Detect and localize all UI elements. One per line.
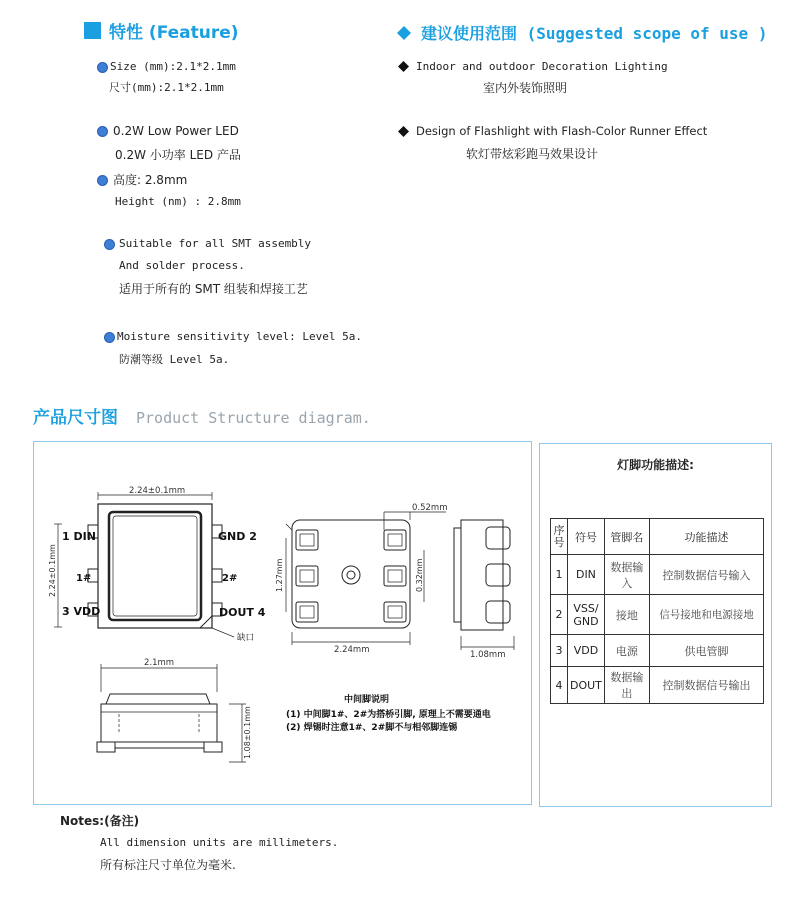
pin2-label: GND 2: [218, 530, 257, 543]
feature-square-icon: [84, 22, 101, 39]
diamond-icon: [398, 61, 409, 72]
dim-top-width: 2.24±0.1mm: [129, 486, 186, 496]
feature-item-en: 高度: 2.8mm: [113, 173, 188, 187]
feature-item-cn: 尺寸(mm):2.1*2.1mm: [109, 81, 224, 94]
drawing-panel: [33, 441, 532, 805]
notes-section: [60, 812, 338, 873]
feature-item-power: [97, 124, 241, 163]
scope-item-cn: 室内外装饰照明: [483, 81, 568, 95]
cell-description: 信号接地和电源接地: [649, 595, 763, 635]
dim-left-height: 2.24±0.1mm: [48, 544, 57, 597]
scope-item-lighting: [398, 60, 668, 96]
feature-item-en: Suitable for all SMT assembly: [119, 237, 312, 250]
structure-header: [33, 403, 371, 428]
diamond-icon: [397, 26, 411, 40]
feature-header: [84, 18, 239, 43]
cell-symbol: DOUT: [568, 667, 605, 704]
cell-symbol: VDD: [568, 635, 605, 667]
dim-032: 0.32mm: [415, 558, 424, 592]
notes-title: Notes:(备注): [60, 814, 140, 828]
header-description: 功能描述: [649, 519, 763, 555]
pin3-label: 3 VDD: [62, 605, 101, 618]
table-row: [551, 667, 764, 704]
structure-title-cn: 产品尺寸图: [33, 408, 118, 428]
cell-pin-name: 数据输出: [604, 667, 649, 704]
cell-no: 3: [551, 635, 568, 667]
dim-224: 2.24mm: [334, 645, 370, 655]
table-row: [551, 595, 764, 635]
feature-item-en: Size (mm):2.1*2.1mm: [110, 60, 236, 73]
feature-item-cn: 适用于所有的 SMT 组装和焊接工艺: [119, 282, 308, 296]
feature-item-cn: Height (nm) : 2.8mm: [115, 195, 241, 208]
scope-item-cn: 软灯带炫彩跑马效果设计: [466, 147, 599, 161]
pin4-label: DOUT 4: [219, 606, 266, 619]
feature-item-cn: 防潮等级 Level 5a.: [119, 353, 230, 366]
cell-no: 1: [551, 555, 568, 595]
feature-item-en: 0.2W Low Power LED: [113, 124, 239, 138]
dim-052: 0.52mm: [412, 503, 448, 513]
scope-title: 建议使用范围 (Suggested scope of use ): [421, 24, 768, 43]
cell-description: 控制数据信号输入: [649, 555, 763, 595]
feature-title: 特性 (Feature): [109, 23, 239, 43]
cell-description: 供电管脚: [649, 635, 763, 667]
structure-drawing: [34, 442, 531, 804]
bullet-icon: [97, 62, 108, 73]
note-line-2: (2) 焊锡时注意1#、2#脚不与相邻脚连锡: [286, 723, 458, 733]
note-line-1: (1) 中间脚1#、2#为搭桥引脚, 原理上不需要通电: [286, 710, 491, 720]
cell-pin-name: 数据输入: [604, 555, 649, 595]
pin-hash-right: 2#: [222, 573, 238, 584]
header-pin-name: 管脚名: [604, 519, 649, 555]
scope-item-en: Design of Flashlight with Flash-Color Runner Effect: [416, 124, 708, 138]
dim-108: 1.08mm: [470, 650, 506, 660]
cell-description: 控制数据信号输出: [649, 667, 763, 704]
feature-item-cn: 0.2W 小功率 LED 产品: [115, 148, 241, 162]
pin-function-panel: [539, 443, 772, 807]
pin1-label: 1 DIN: [62, 530, 96, 543]
side-view: [454, 520, 514, 650]
bullet-icon: [104, 239, 115, 250]
feature-item-en2: And solder process.: [119, 259, 245, 272]
bullet-icon: [104, 332, 115, 343]
pin-table: [550, 518, 764, 704]
cell-symbol: DIN: [568, 555, 605, 595]
dim-side-height: 1.08±0.1mm: [243, 706, 252, 759]
scope-item-en: Indoor and outdoor Decoration Lighting: [416, 60, 668, 73]
pin-table-title: 灯脚功能描述:: [617, 458, 694, 472]
cell-pin-name: 接地: [604, 595, 649, 635]
feature-item-smt: [104, 237, 311, 297]
bullet-icon: [97, 126, 108, 137]
notes-cn: 所有标注尺寸单位为毫米.: [100, 858, 236, 872]
cell-no: 4: [551, 667, 568, 704]
scope-header: [397, 21, 767, 44]
cell-symbol: VSS/GND: [568, 595, 605, 635]
table-row: [551, 635, 764, 667]
pin-table-header: [551, 519, 764, 555]
diamond-icon: [398, 126, 409, 137]
pin-hash-left: 1#: [76, 573, 92, 584]
notes-en: All dimension units are millimeters.: [100, 836, 339, 849]
notch-label: 缺口: [237, 633, 255, 643]
scope-item-flashlight: [398, 124, 707, 162]
table-row: [551, 555, 764, 595]
dim-21: 2.1mm: [144, 658, 175, 668]
bullet-icon: [97, 175, 108, 186]
structure-title-en: Product Structure diagram.: [136, 409, 371, 427]
dim-127: 1.27mm: [275, 558, 284, 592]
feature-item-size: [97, 60, 236, 95]
feature-item-en: Moisture sensitivity level: Level 5a.: [117, 330, 363, 343]
header-symbol: 符号: [568, 519, 605, 555]
note-title: 中间脚说明: [344, 695, 390, 705]
feature-item-height: [97, 171, 241, 208]
header-no: 序号: [551, 519, 568, 555]
feature-item-moisture: [104, 330, 362, 367]
cell-pin-name: 电源: [604, 635, 649, 667]
front-view: [97, 664, 246, 762]
cell-no: 2: [551, 595, 568, 635]
